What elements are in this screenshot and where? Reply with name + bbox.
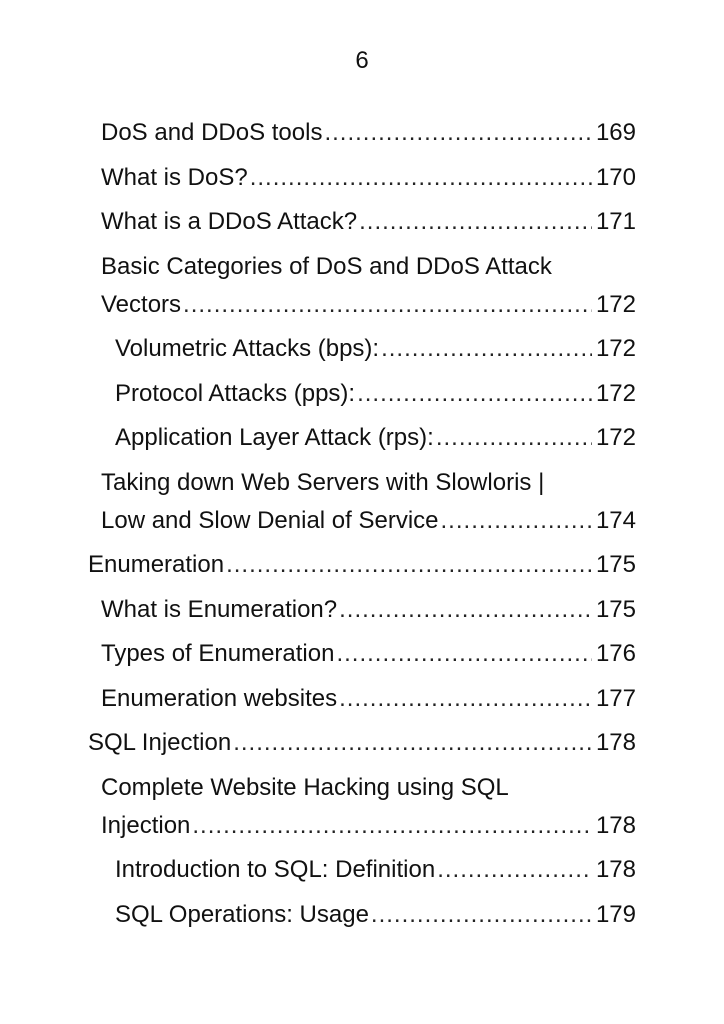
toc-page-number: 169 (595, 119, 636, 146)
dot-leader (339, 680, 592, 718)
dot-leader (226, 546, 592, 584)
toc-entry-title-line: Basic Categories of DoS and DDoS Attack (101, 252, 552, 280)
toc-page-number: 179 (595, 900, 636, 928)
toc-entry[interactable] (0, 769, 724, 845)
toc-page-number: 175 (595, 595, 636, 623)
dot-leader (441, 502, 592, 540)
toc-entry-title: Low and Slow Denial of Service (101, 506, 439, 534)
toc-page-number: 172 (595, 379, 636, 407)
dot-leader (437, 851, 592, 889)
toc-entry-title: Introduction to SQL: Definition (115, 856, 436, 883)
toc-entry[interactable] (0, 680, 724, 718)
toc-entry[interactable] (0, 851, 724, 889)
toc-entry-title: Injection (101, 811, 191, 839)
toc-entry-title: SQL Operations: Usage (115, 900, 369, 928)
dot-leader (381, 330, 592, 368)
page-number: 6 (355, 47, 369, 74)
toc-page-number: 171 (595, 208, 636, 235)
toc-entry[interactable] (0, 159, 724, 197)
toc-page-number: 176 (595, 640, 636, 667)
toc-entry[interactable] (0, 591, 724, 629)
toc-entry[interactable] (0, 114, 724, 152)
toc-entry-title: SQL Injection (88, 729, 232, 756)
toc-page-number: 178 (595, 729, 636, 756)
toc-entry[interactable] (0, 248, 724, 324)
toc-entry-title: Volumetric Attacks (bps): (115, 335, 380, 362)
dot-leader (324, 114, 592, 152)
toc-entry[interactable] (0, 330, 724, 368)
toc-entry[interactable] (0, 896, 724, 934)
toc-entry-title: What is Enumeration? (101, 595, 338, 623)
toc-entry[interactable] (0, 546, 724, 584)
toc-entry-title-line: Complete Website Hacking using SQL (101, 773, 509, 801)
toc-entry-title: Enumeration websites (101, 684, 338, 712)
toc-entry-title-line: Taking down Web Servers with Slowloris | (101, 468, 545, 496)
dot-leader (250, 159, 592, 197)
dot-leader (192, 807, 592, 845)
toc-page-number: 174 (595, 506, 636, 534)
toc-page-number: 172 (595, 290, 636, 318)
toc-page-number: 175 (595, 551, 636, 578)
toc-entry[interactable] (0, 419, 724, 457)
toc-page-number: 172 (595, 424, 636, 451)
toc-entry[interactable] (0, 375, 724, 413)
toc-entry-title: What is DoS? (101, 163, 248, 191)
dot-leader (336, 635, 591, 673)
toc-entry-title: Types of Enumeration (101, 640, 335, 667)
table-of-contents (0, 114, 724, 940)
toc-page-number: 172 (595, 335, 636, 362)
toc-entry-title: What is a DDoS Attack? (101, 208, 358, 235)
toc-entry-title: Enumeration (88, 551, 225, 578)
toc-entry[interactable] (0, 464, 724, 540)
toc-page-number: 170 (595, 163, 636, 191)
dot-leader (436, 419, 592, 457)
dot-leader (233, 724, 592, 762)
toc-page-number: 177 (595, 684, 636, 712)
toc-page-number: 178 (595, 811, 636, 839)
toc-entry-title: Vectors (101, 290, 182, 318)
dot-leader (371, 896, 592, 934)
toc-entry[interactable] (0, 203, 724, 241)
dot-leader (359, 203, 592, 241)
dot-leader (357, 375, 592, 413)
toc-entry-title: DoS and DDoS tools (101, 119, 323, 146)
toc-page-number: 178 (595, 856, 636, 883)
dot-leader (339, 591, 592, 629)
toc-entry-title: Protocol Attacks (pps): (115, 379, 356, 407)
toc-entry[interactable] (0, 635, 724, 673)
toc-entry[interactable] (0, 724, 724, 762)
toc-entry-title: Application Layer Attack (rps): (115, 424, 434, 451)
dot-leader (183, 286, 592, 324)
